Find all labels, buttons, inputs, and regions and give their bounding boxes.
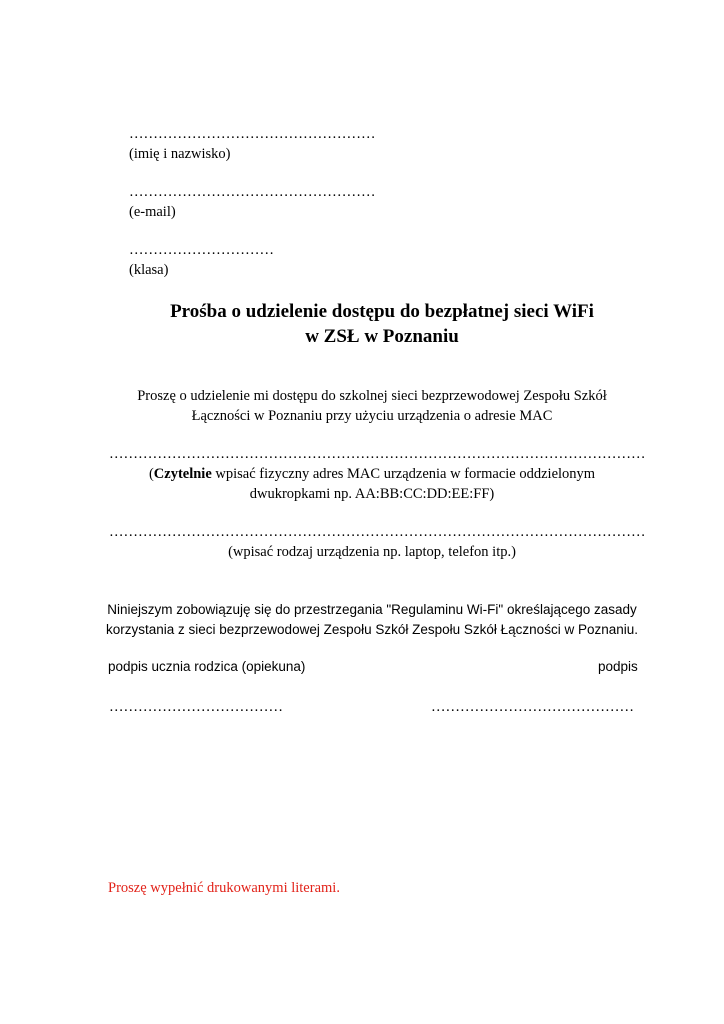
name-dotted-line[interactable]: …………………………………………… — [129, 126, 376, 142]
mac-instruction-line-1 — [0, 467, 724, 482]
mac-instruction-rest: wpisać fizyczny adres MAC urządzenia w formacie oddzielonym — [211, 466, 596, 482]
mac-instruction-open-paren: ( — [148, 466, 154, 482]
class-dotted-line[interactable]: ………………………… — [129, 242, 274, 258]
signature-left-dotted-line[interactable]: ……………………………… — [109, 699, 283, 715]
email-dotted-line[interactable]: …………………………………………… — [129, 184, 376, 200]
commitment-text-line-2: korzystania z sieci bezprzewodowej Zespołu Szkół Zespołu Szkół Łączności w Poznaniu. — [105, 622, 638, 637]
device-type-instruction: (wpisać rodzaj urządzenia np. laptop, telefon itp.) — [228, 544, 516, 560]
mac-instruction-line-2: dwukropkami np. AA:BB:CC:DD:EE:FF) — [249, 486, 495, 502]
signature-left-label: podpis ucznia rodzica (opiekuna) — [108, 659, 306, 674]
email-label: (e-mail) — [129, 204, 176, 220]
mac-instruction-emphasis: Czytelnie — [153, 466, 212, 482]
document-title-line-2: w ZSŁ w Poznaniu — [305, 326, 459, 347]
class-label: (klasa) — [129, 262, 169, 278]
signature-right-label: podpis — [598, 659, 638, 674]
request-text-line-1: Proszę o udzielenie mi dostępu do szkolnej sieci bezprzewodowej Zespołu Szkół — [137, 388, 607, 404]
name-label: (imię i nazwisko) — [129, 146, 231, 162]
commitment-text-line-1: Niniejszym zobowiązuję się do przestrzegania "Regulaminu Wi-Fi" określającego zasady — [107, 602, 637, 617]
device-type-dotted-line[interactable]: ………………………………………………………………………………………………… — [109, 524, 646, 540]
mac-address-dotted-line[interactable]: ………………………………………………………………………………………………… — [109, 446, 646, 462]
fill-in-capitals-note: Proszę wypełnić drukowanymi literami. — [108, 880, 340, 896]
request-text-line-2: Łączności w Poznaniu przy użyciu urządzenia o adresie MAC — [191, 408, 553, 424]
signature-right-dotted-line[interactable]: …………………………………… — [431, 699, 634, 715]
document-title-line-1: Prośba o udzielenie dostępu do bezpłatnej sieci WiFi — [170, 301, 594, 322]
